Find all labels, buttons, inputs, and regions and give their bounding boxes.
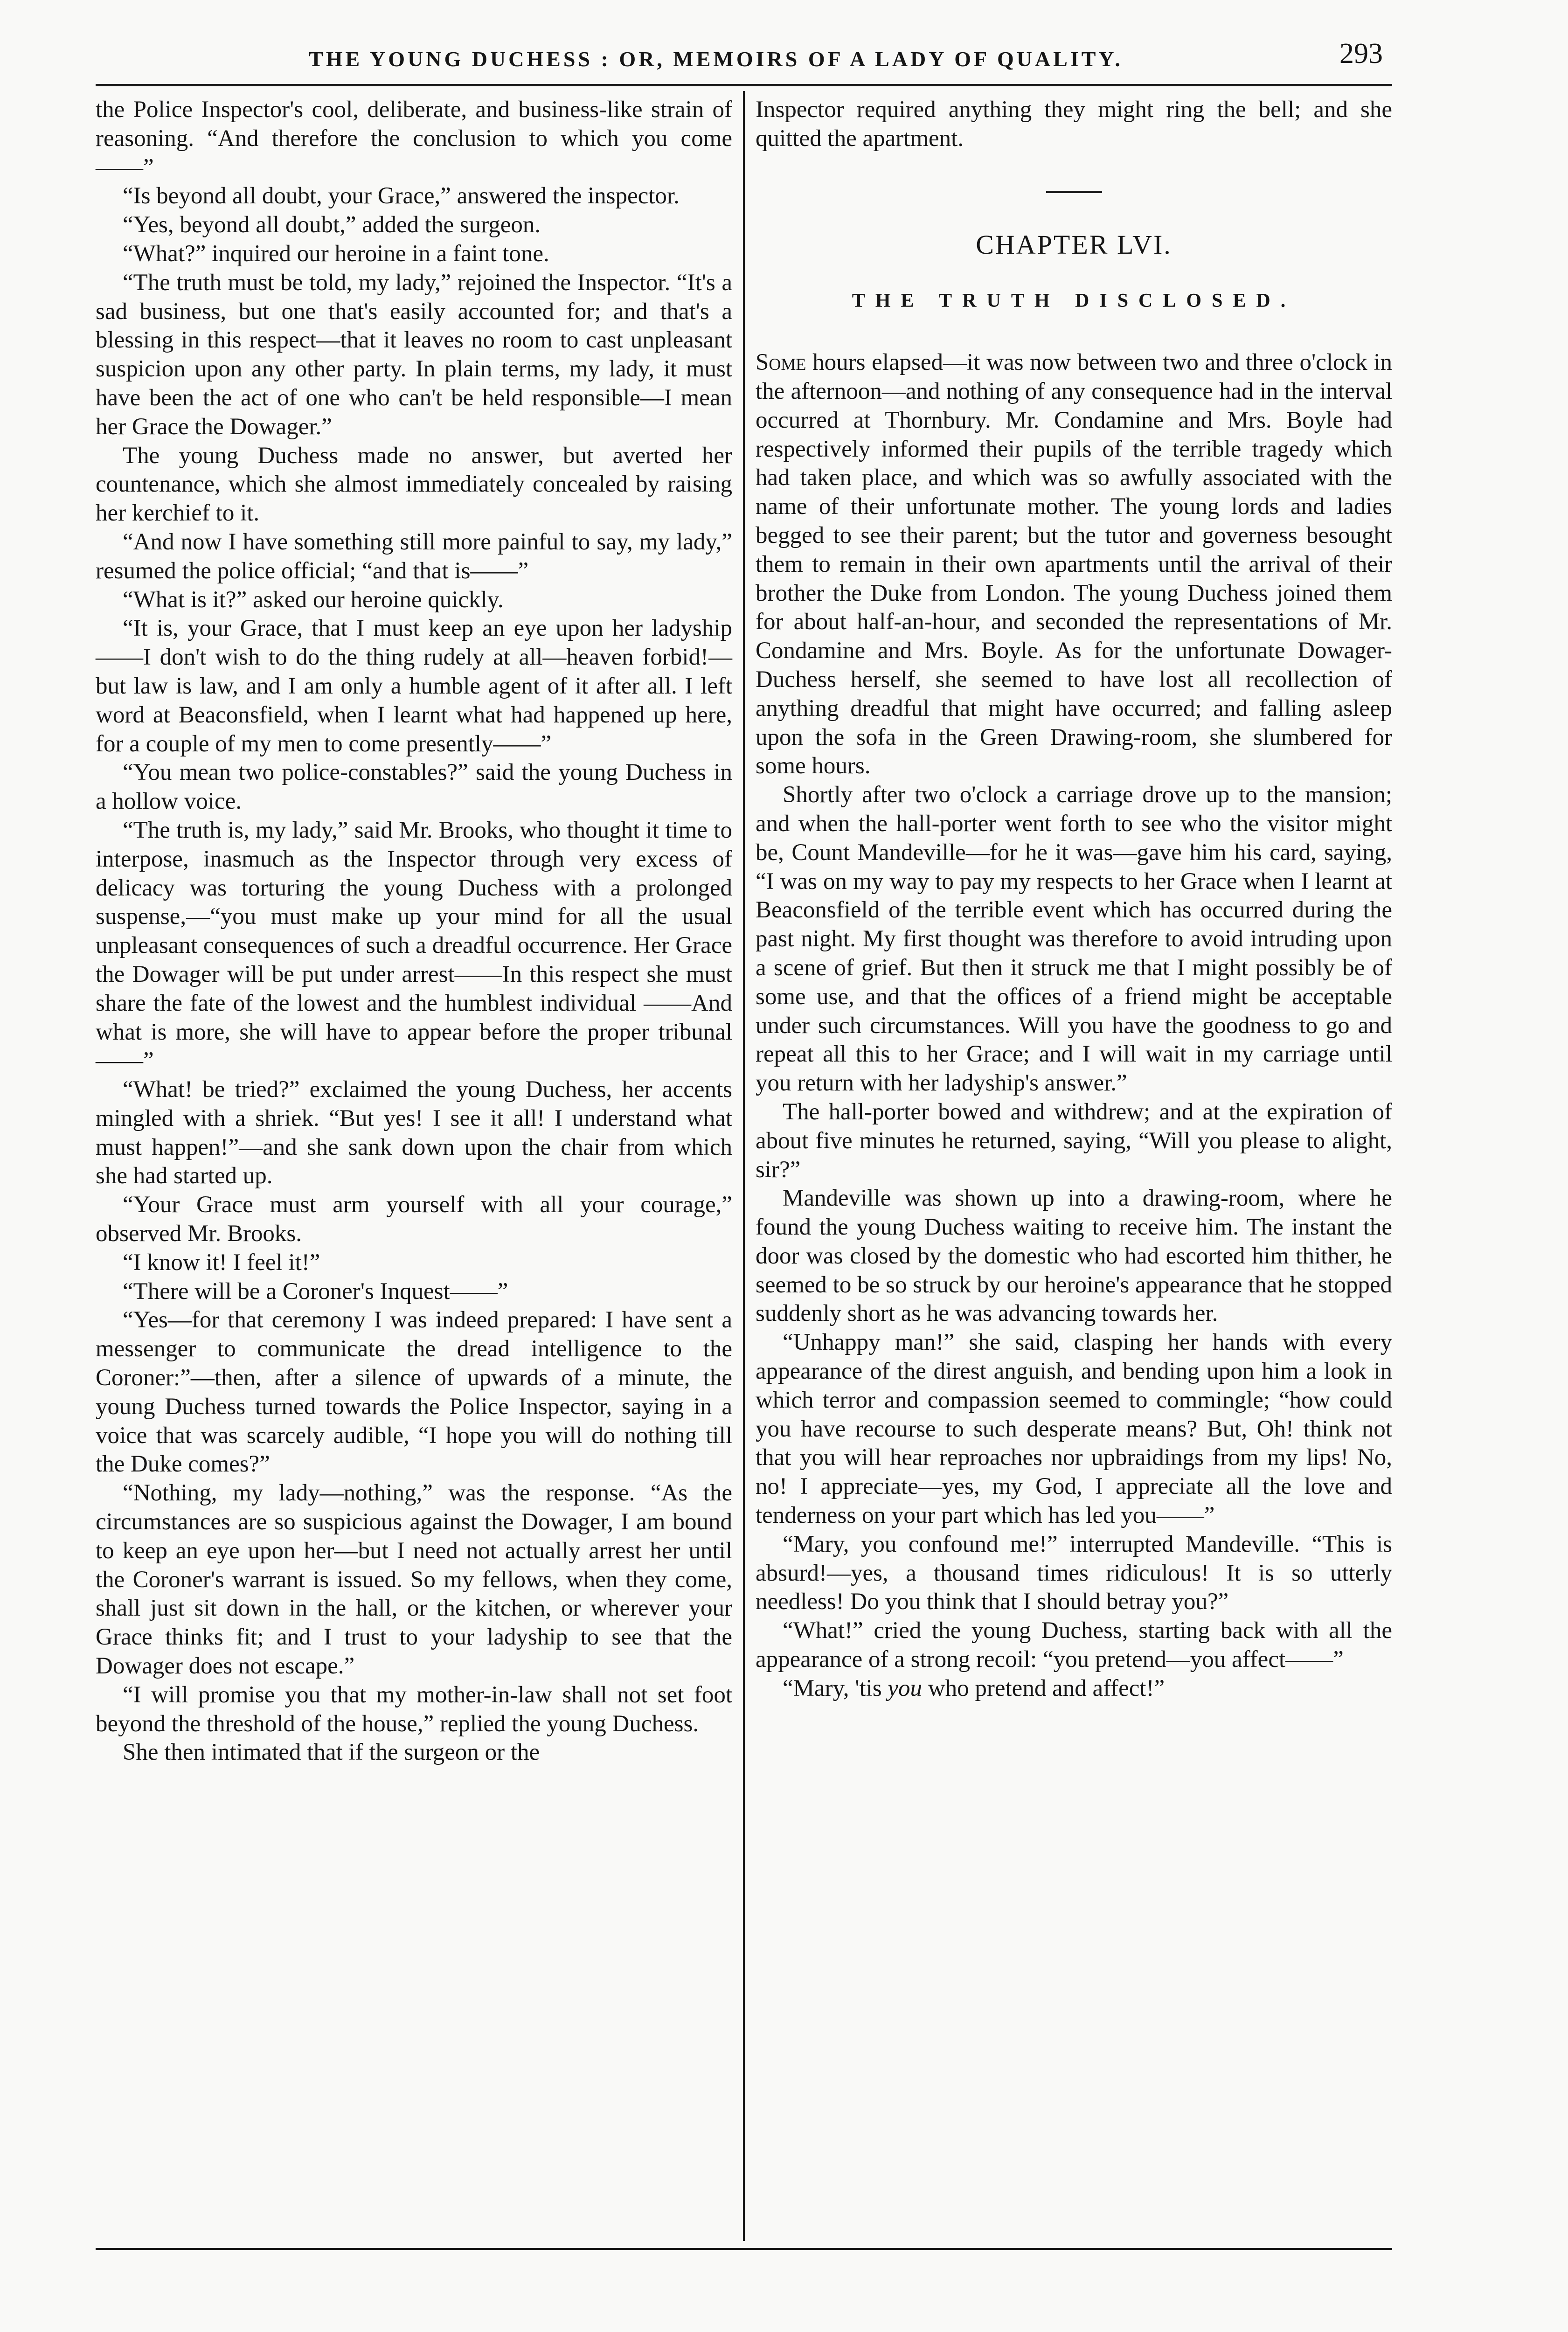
paragraph: “I know it! I feel it!”	[123, 1249, 320, 1276]
paragraph: “There will be a Coroner's Inquest——”	[123, 1278, 508, 1305]
paragraph	[756, 1674, 1392, 1703]
paragraph: “And now I have something still more painful to say, my lady,” resumed the police official; “and that is——”	[96, 528, 732, 584]
opening-text: hours elapsed—it was now between two and three o'clock in the afternoon—and nothing of any consequence had in the interval occurred at Thornbury. Mr. Condamine and Mrs. Boyle had respectively informed their pupils of the terrible tragedy which had taken place, and which was so awfully associated with the name of their unfortunate mother. The young lords and ladies begged to see their parent; but the tutor and governess besought them to remain in their own apartments until the arrival of their brother the Duke from London. The young Duchess joined them for about half-an-hour, and seconded the representations of Mr. Condamine and Mrs. Boyle. As for the unfortunate Dowager-Duchess herself, she seemed to have lost all recollection of anything dreadful that might have occurred; and falling asleep upon the sofa in the Green Drawing-room, she slumbered for some hours.	[756, 349, 1393, 779]
paragraph: “I will promise you that my mother-in-law shall not set foot beyond the threshold of the house,” replied the young Duchess.	[96, 1681, 732, 1737]
paragraph: Mandeville was shown up into a drawing-room, where he found the young Duchess waiting to receive him. The instant the door was closed by the domestic who had escorted him thither, he seemed to be so struck by our heroine's appearance that he stopped suddenly short as he was advancing towards her.	[756, 1185, 1392, 1327]
paragraph: “You mean two police-constables?” said the young Duchess in a hollow voice.	[96, 759, 732, 815]
opening-word: Some	[756, 349, 806, 376]
paragraph: Inspector required anything they might ring the bell; and she quitted the apartment.	[756, 97, 1392, 152]
paragraph: “Nothing, my lady—nothing,” was the response. “As the circumstances are so suspicious against the Dowager, I am bound to keep an eye upon her—but I need not actually arrest her until the Coroner's warrant is issued. So my fellows, when they come, shall just sit down in the hall, or the kitchen, or wherever your Grace thinks fit; and I trust to your ladyship to see that the Dowager does not escape.”	[96, 1480, 732, 1680]
paragraph: She then intimated that if the surgeon or the	[123, 1739, 540, 1766]
last-line-end: who pretend and affect!”	[922, 1675, 1165, 1701]
paragraph: “It is, your Grace, that I must keep an eye upon her ladyship——I don't wish to do the thing rudely at all—heaven forbid!—but law is law, and I am only a humble agent of it after all. I left word at Beaconsfield, when I learnt what had happened up here, for a couple of my men to come presently——”	[96, 615, 732, 757]
paragraph: “Yes—for that ceremony I was indeed prepared: I have sent a messenger to communicate the dread intelligence to the Coroner:”—then, after a silence of upwards of a minute, the young Duchess turned towards the Police Inspector, saying in a voice that was scarcely audible, “I hope you will do nothing till the Duke comes?”	[96, 1307, 732, 1478]
paragraph: The young Duchess made no answer, but averted her countenance, which she almost immediately concealed by raising her kerchief to it.	[96, 442, 732, 527]
paragraph: Shortly after two o'clock a carriage drove up to the mansion; and when the hall-porter went forth to see who the visitor might be, Count Mandeville—for he it was—gave him his card, saying, “I was on my way to pay my respects to her Grace when I learnt at Beaconsfield of the terrible event which has occurred during the past night. My first thought was therefore to avoid intruding upon a scene of grief. But then it struck me that I might possibly be of some use, and that the offices of a friend might be acceptable under such circumstances. Will you have the goodness to go and repeat all this to her Grace; and I will wait in my carriage until you return with her ladyship's answer.”	[756, 782, 1392, 1097]
paragraph: The hall-porter bowed and withdrew; and at the expiration of about five minutes he returned, saying, “Will you please to alight, sir?”	[756, 1098, 1392, 1183]
paragraph: “What?” inquired our heroine in a faint tone.	[123, 240, 549, 267]
chapter-subtitle: THE TRUTH DISCLOSED.	[852, 290, 1296, 312]
paragraph: “The truth must be told, my lady,” rejoined the Inspector. “It's a sad business, but one that's easily accounted for; and that's a blessing in this respect—that it leaves no room to cast unpleasant suspicion upon any other party. In plain terms, my lady, it must have been the act of one who can't be held responsible—I mean her Grace the Dowager.”	[96, 269, 732, 440]
paragraph: “What!” cried the young Duchess, starting back with all the appearance of a strong recoil: “you pretend—you affect——”	[756, 1617, 1392, 1673]
paragraph: “Mary, you confound me!” interrupted Mandeville. “This is absurd!—yes, a thousand times ridiculous! It is so utterly needless! Do you think that I should betray you?”	[756, 1531, 1392, 1615]
page-number: 293	[1339, 38, 1383, 69]
chapter-heading: CHAPTER LVI.	[976, 229, 1172, 260]
paragraph: “The truth is, my lady,” said Mr. Brooks, who thought it time to interpose, inasmuch as the Inspector through very excess of delicacy was torturing the young Duchess with a prolonged suspense,—“you must make up your mind for all the usual unpleasant consequences of such a dreadful occurrence. Her Grace the Dowager will be put under arrest——In this respect she must share the fate of the lowest and the humblest individual ——And what is more, she will have to appear before the proper tribunal——”	[96, 817, 732, 1074]
emphasis-word: you	[888, 1675, 923, 1701]
opening-paragraph	[756, 348, 1392, 781]
running-header	[96, 28, 1392, 86]
column-divider	[743, 91, 745, 2241]
paragraph: “Your Grace must arm yourself with all your courage,” observed Mr. Brooks.	[96, 1192, 732, 1247]
running-title: THE YOUNG DUCHESS : OR, MEMOIRS OF A LADY OF QUALITY.	[309, 47, 1123, 71]
right-column	[756, 96, 1392, 1703]
section-divider	[1046, 191, 1102, 193]
paragraph: “Yes, beyond all doubt,” added the surgeon.	[123, 212, 541, 238]
last-line-start: “Mary, 'tis	[783, 1675, 888, 1701]
book-page	[96, 28, 1392, 2276]
paragraph: “Is beyond all doubt, your Grace,” answered the inspector.	[123, 183, 680, 209]
paragraph: “What is it?” asked our heroine quickly.	[123, 586, 504, 613]
left-column	[96, 96, 732, 1767]
bottom-rule	[96, 2248, 1392, 2250]
paragraph: “What! be tried?” exclaimed the young Duchess, her accents mingled with a shriek. “But yes! I see it all! I understand what must happen!”—and she sank down upon the chair from which she had started up.	[96, 1076, 732, 1189]
paragraph: “Unhappy man!” she said, clasping her hands with every appearance of the direst anguish, and bending upon him a look in which terror and compassion seemed to commingle; “how could you have recourse to such desperate means? But, Oh! think not that you will hear reproaches nor upbraidings from my lips! No, no! I appreciate—yes, my God, I appreciate all the love and tenderness on your part which has led you——”	[756, 1329, 1392, 1529]
paragraph: the Police Inspector's cool, deliberate, and business-like strain of reasoning. “And therefore the conclusion to which you come——”	[96, 97, 732, 180]
